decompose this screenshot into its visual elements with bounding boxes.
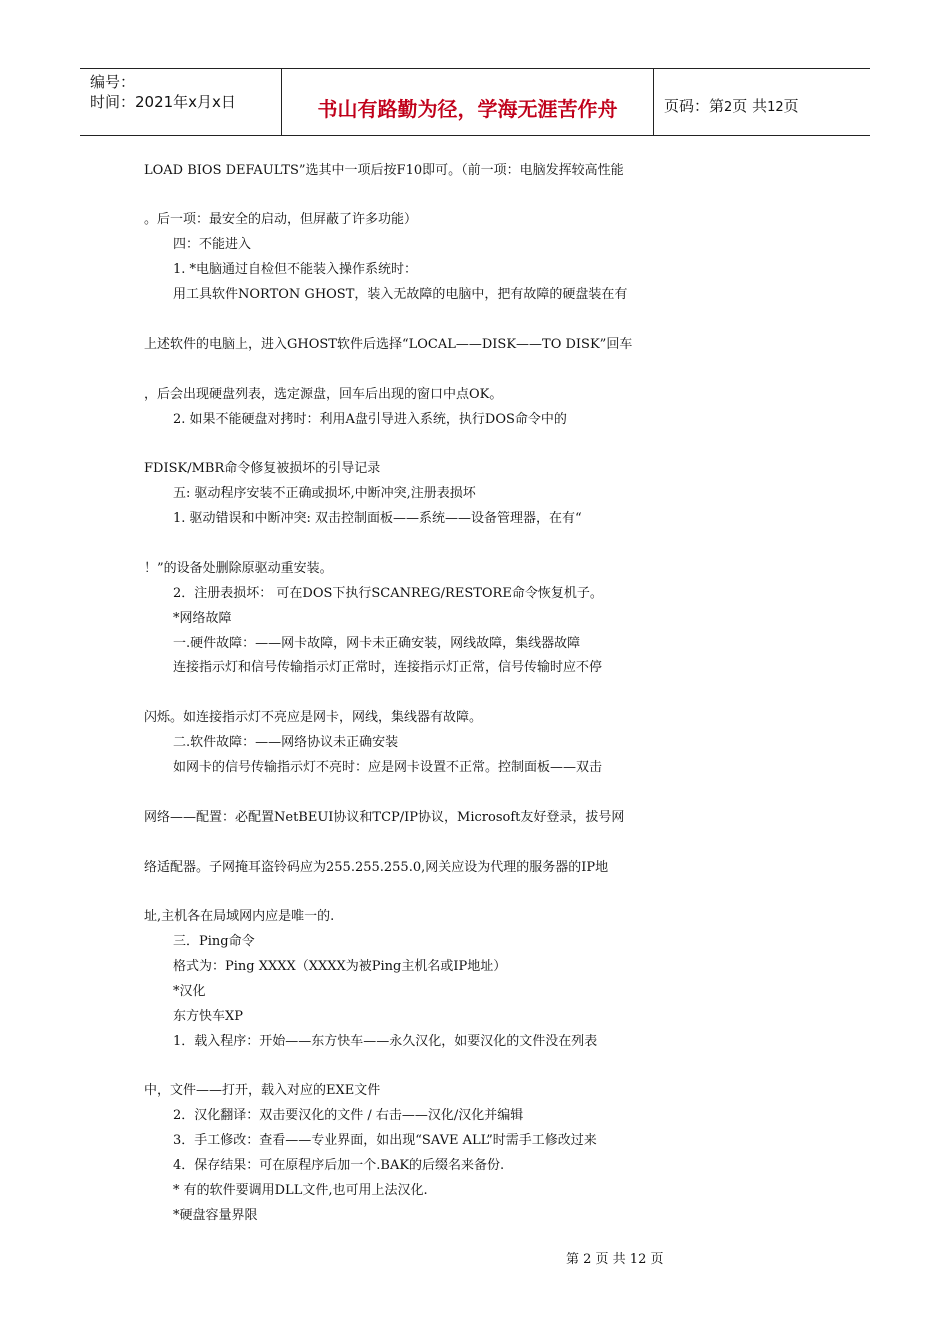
page-footer: 第 2 页 共 12 页	[566, 1252, 664, 1267]
body-line: 3．手工修改：查看——专业界面，如出现“SAVE ALL”时需手工修改过来	[173, 1133, 597, 1148]
page-suffix: 页	[783, 97, 799, 115]
body-line: 二.软件故障：——网络协议未正确安装	[173, 735, 399, 750]
page-mid: 页 共	[732, 97, 768, 115]
body-line: FDISK/MBR命令修复被损坏的引导记录	[144, 461, 381, 476]
body-line: *硬盘容量界限	[173, 1208, 258, 1223]
body-line: 。后一项：最安全的启动，但屏蔽了许多功能）	[144, 212, 418, 227]
body-line: 络适配器。子网掩耳盗铃码应为255.255.255.0,网关应设为代理的服务器的IP地	[144, 860, 609, 875]
body-line: 4．保存结果：可在原程序后加一个.BAK的后缀名来备份.	[173, 1158, 505, 1173]
body-line: ！”的设备处删除原驱动重安装。	[144, 561, 333, 576]
body-line: 连接指示灯和信号传输指示灯正常时，连接指示灯正常，信号传输时应不停	[173, 660, 603, 675]
page-current: 2	[724, 100, 733, 115]
header-motto: 书山有路勤为径，学海无涯苦作舟	[317, 97, 618, 121]
body-line: 1．载入程序：开始——东方快车——永久汉化，如要汉化的文件没在列表	[173, 1034, 598, 1049]
body-line: 一.硬件故障：——网卡故障，网卡未正确安装，网线故障，集线器故障	[173, 636, 581, 651]
body-line: 东方快车XP	[173, 1009, 244, 1024]
page-prefix: 页码：第	[664, 97, 725, 115]
body-line: ，后会出现硬盘列表，选定源盘，回车后出现的窗口中点OK。	[144, 387, 503, 402]
document-number-label: 编号：	[90, 73, 136, 91]
body-line: 三．Ping命令	[173, 934, 255, 949]
body-line: 2. 如果不能硬盘对拷时：利用A盘引导进入系统，执行DOS命令中的	[173, 412, 567, 427]
body-line: 中，文件——打开，载入对应的EXE文件	[144, 1083, 381, 1098]
body-line: 2．注册表损坏： 可在DOS下执行SCANREG/RESTORE命令恢复机子。	[173, 586, 603, 601]
body-line: 格式为：Ping XXXX（XXXX为被Ping主机名或IP地址）	[173, 959, 507, 974]
body-line: 五: 驱动程序安装不正确或损坏,中断冲突,注册表损坏	[173, 486, 476, 501]
body-line: 网络——配置：必配置NetBEUI协议和TCP/IP协议，Microsoft友好登录，拔号网	[144, 810, 625, 825]
body-line: *网络故障	[173, 611, 232, 626]
body-line: 如网卡的信号传输指示灯不亮时：应是网卡设置不正常。控制面板——双击	[173, 760, 603, 775]
body-line: *汉化	[173, 984, 206, 999]
page-total: 12	[767, 100, 784, 115]
body-line: LOAD BIOS DEFAULTS”选其中一项后按F10即可。（前一项：电脑发挥较高性能	[144, 163, 624, 178]
body-line: 1. 驱动错误和中断冲突: 双击控制面板——系统——设备管理器，在有“	[173, 511, 582, 526]
body-line: 2．汉化翻译：双击要汉化的文件 / 右击——汉化/汉化并编辑	[173, 1108, 524, 1123]
body-line: 上述软件的电脑上，进入GHOST软件后选择“LOCAL——DISK——TO DISK”回车	[144, 337, 633, 352]
body-line: 1. *电脑通过自检但不能装入操作系统时：	[173, 262, 418, 277]
body-line: 用工具软件NORTON GHOST，装入无故障的电脑中，把有故障的硬盘装在有	[173, 287, 628, 302]
body-line: * 有的软件要调用DLL文件,也可用上法汉化.	[173, 1183, 428, 1198]
body-line: 址,主机各在局域网内应是唯一的.	[144, 909, 335, 924]
document-date-label: 时间：2021年x月x日	[90, 93, 236, 111]
body-line: 四：不能进入	[173, 237, 252, 252]
body-line: 闪烁。如连接指示灯不亮应是网卡，网线，集线器有故障。	[144, 710, 483, 725]
